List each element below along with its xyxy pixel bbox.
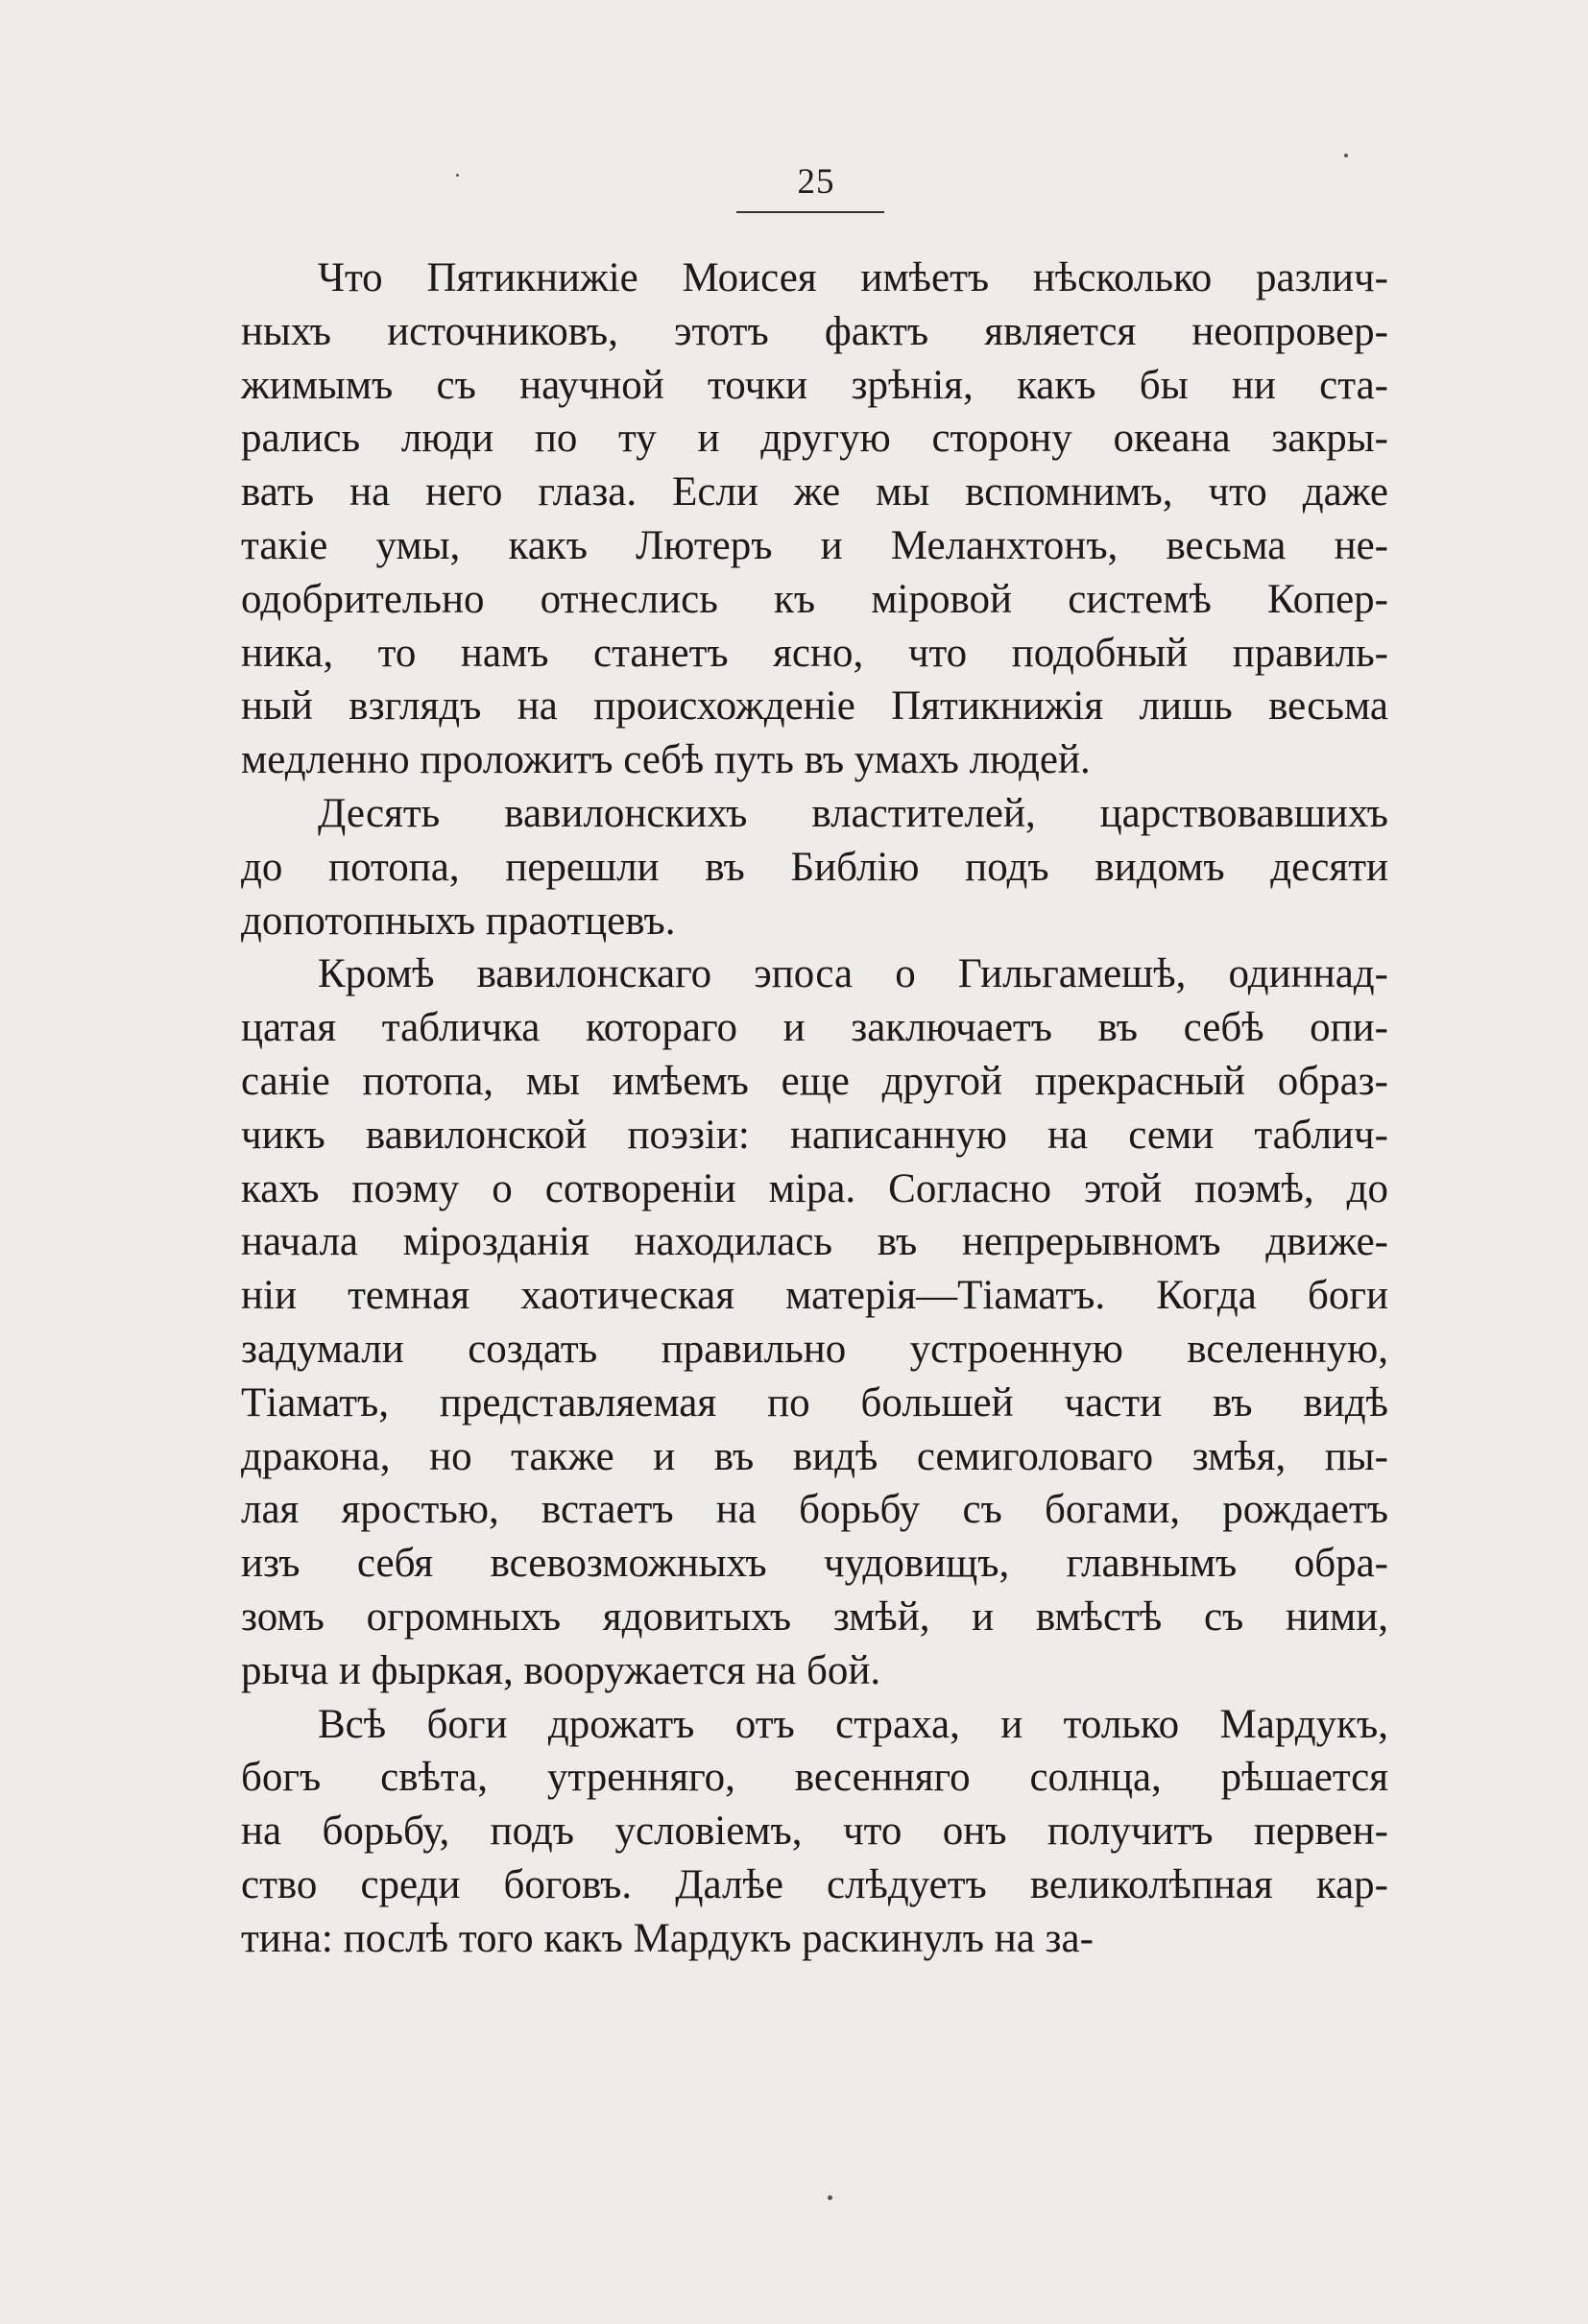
text-line: на борьбу, подъ условіемъ, что онъ получитъ первен- (241, 1809, 1388, 1855)
text-line: изъ себя всевозможныхъ чудовищъ, главнымъ обра- (241, 1541, 1388, 1587)
paper-speck (1344, 154, 1348, 157)
paragraph (241, 947, 1388, 1697)
text-line: Кромѣ вавилонскаго эпоса о Гильгамешѣ, одиннад- (318, 951, 1388, 997)
text-line: богъ свѣта, утренняго, весенняго солнца, рѣшается (241, 1755, 1388, 1801)
paragraph (241, 1698, 1388, 1966)
text-line: ніи темная хаотическая матерія—Тіаматъ. Когда боги (241, 1273, 1388, 1319)
text-line: ныхъ источниковъ, этотъ фактъ является неопровер- (241, 308, 1388, 354)
text-line: чикъ вавилонской поэзіи: написанную на семи таблич- (241, 1112, 1388, 1158)
text-line: рыча и фыркая, вооружается на бой. (241, 1647, 881, 1693)
text-line: допотопныхъ праотцевъ. (241, 898, 676, 944)
page-body-text (241, 252, 1388, 1966)
paragraph (241, 252, 1388, 787)
text-line: тина: послѣ того какъ Мардукъ раскинулъ на за- (241, 1915, 1094, 1961)
text-line: жимымъ съ научной точки зрѣнія, какъ бы ни ста- (241, 362, 1388, 408)
page-number-rule (736, 211, 884, 213)
text-line: ника, то намъ станетъ ясно, что подобный правиль- (241, 630, 1388, 676)
text-line: кахъ поэму о сотвореніи міра. Согласно этой поэмѣ, до (241, 1165, 1388, 1211)
text-line: медленно проложитъ себѣ путь въ умахъ людей. (241, 737, 1091, 783)
text-line: лая яростью, встаетъ на борьбу съ богами, рождаетъ (241, 1487, 1388, 1533)
text-line: Тіаматъ, представляемая по большей части въ видѣ (241, 1379, 1388, 1426)
text-line: ство среди боговъ. Далѣе слѣдуетъ великолѣпная кар- (241, 1861, 1388, 1907)
paragraph (241, 787, 1388, 947)
text-line: саніе потопа, мы имѣемъ еще другой прекрасный образ- (241, 1058, 1388, 1104)
text-line: цатая табличка котораго и заключаетъ въ себѣ опи- (241, 1005, 1388, 1051)
text-line: ный взглядъ на происхожденіе Пятикнижія лишь весьма (241, 683, 1388, 730)
page-number: 25 (797, 162, 835, 202)
text-line: зомъ огромныхъ ядовитыхъ змѣй, и вмѣстѣ съ ними, (241, 1593, 1388, 1640)
text-line: такіе умы, какъ Лютеръ и Меланхтонъ, весьма не- (241, 522, 1388, 568)
text-line: рались люди по ту и другую сторону океана закры- (241, 416, 1388, 462)
text-line: Десять вавилонскихъ властителей, царствовавшихъ (318, 790, 1388, 836)
text-line: начала мірозданія находилась въ непрерывномъ движе- (241, 1219, 1388, 1265)
text-line: до потопа, перешли въ Библію подъ видомъ десяти (241, 844, 1388, 890)
text-line: вать на него глаза. Если же мы вспомнимъ, что даже (241, 469, 1388, 515)
text-line: Что Пятикнижіе Моисея имѣетъ нѣсколько различ- (318, 255, 1388, 300)
text-line: дракона, но также и въ видѣ семиголоваго змѣя, пы- (241, 1433, 1388, 1479)
text-line: задумали создать правильно устроенную вселенную, (241, 1326, 1388, 1372)
text-line: Всѣ боги дрожатъ отъ страха, и только Мардукъ, (318, 1701, 1388, 1747)
paper-speck (828, 2195, 832, 2200)
paper-speck (456, 174, 459, 177)
text-line: одобрительно отнеслись къ міровой системѣ Копер- (241, 576, 1388, 622)
